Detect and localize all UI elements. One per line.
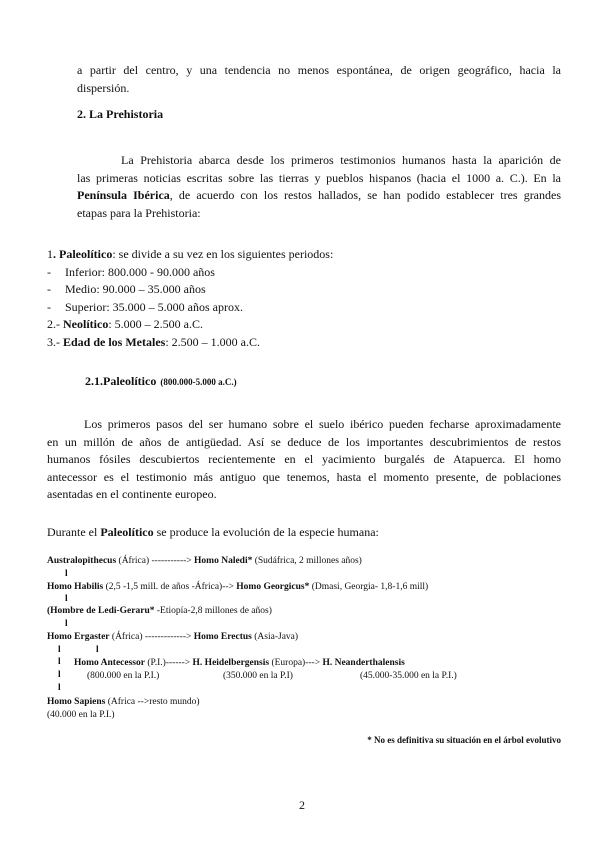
tree-connector: l: [65, 594, 68, 604]
list-item: 3.- Edad de los Metales: 2.500 – 1.000 a.C.: [47, 334, 261, 349]
paragraph-line: etapas para la Prehistoria:: [77, 205, 201, 220]
tree-date: (350.000 en la P.I): [223, 671, 293, 681]
paragraph-line: Los primeros pasos del ser humano sobre el suelo ibérico pueden fecharse aproximadamente: [84, 417, 561, 431]
tree-date: (45.000-35.000 en la P.I.): [360, 671, 457, 681]
intro-line: a partir del centro, y una tendencia no menos espontánea, de origen geográfico, hacia la: [77, 63, 561, 77]
section-heading-paleolitico: 2.1.Paleolítico (800.000-5.000 a.C.): [85, 374, 237, 388]
tree-connector: l: [58, 645, 61, 655]
evolucion-intro: Durante el Paleolítico se produce la evolución de la especie humana:: [47, 525, 379, 539]
prehistoria-paragraph: [77, 152, 561, 222]
list-item: 2.- Neolítico: 5.000 – 2.500 a.C.: [47, 317, 203, 331]
tree-row-1: Australopithecus (África) -----------> Homo Naledi* (Sudáfrica, 2 millones años): [47, 556, 362, 566]
tree-connector: l: [65, 569, 68, 579]
bullet: -: [47, 264, 51, 279]
footnote: * No es definitiva su situación en el árbol evolutivo: [367, 735, 561, 745]
sub-list-item: - Superior: 35.000 – 5.000 años aprox.: [47, 299, 333, 317]
tree-row-4: Homo Ergaster (África) -------------> Homo Erectus (Asia-Java): [47, 632, 299, 642]
tree-date: (800.000 en la P.I.): [87, 671, 160, 681]
tree-connector: l: [58, 683, 61, 693]
sub-list-item: - Medio: 90.000 – 35.000 años: [47, 281, 333, 299]
tree-connector: l: [65, 619, 68, 629]
page-number: 2: [299, 798, 305, 812]
list-item: 1. Paleolítico: se divide a su vez en los siguientes periodos:: [47, 247, 334, 261]
pasos-paragraph: [47, 416, 561, 504]
tree-row-5: Homo Antecessor (P.I.)------> H. Heidelbergensis (Europa)---> H. Neanderthalensis: [74, 658, 405, 668]
tree-connector: l: [96, 645, 99, 655]
paragraph-line: las primeras noticias escritas sobre las tierras y pueblos hispanos (hacia el 1000 a. C.). En la: [77, 170, 561, 185]
sub-list-item: - Inferior: 800.000 - 90.000 años: [47, 264, 333, 282]
tree-date: (40.000 en la P.I.): [47, 710, 115, 720]
intro-paragraph: [77, 62, 561, 97]
etapas-list: [47, 246, 333, 351]
bullet: -: [47, 282, 51, 296]
paragraph-line: asentadas en el continente europeo.: [47, 487, 217, 501]
paragraph-line: La Prehistoria abarca desde los primeros testimonios humanos hasta la aparición de: [121, 153, 561, 167]
tree-row-3: (Hombre de Ledi-Geraru* -Etiopía-2,8 millones de años): [47, 606, 272, 616]
paragraph-line: humanos fósiles descubiertos recientemente en el yacimiento burgalés de Atapuerca. El homo: [47, 452, 561, 466]
tree-connector: l: [58, 657, 61, 667]
intro-line: dispersión.: [77, 80, 130, 95]
tree-row-2: Homo Habilis (2,5 -1,5 mill. de años -África)--> Homo Georgicus* (Dmasi, Georgia- 1,8-1,6 mill): [47, 582, 429, 592]
tree-connector: l: [58, 670, 61, 680]
bullet: -: [47, 299, 51, 314]
tree-row-6: Homo Sapiens (Africa -->resto mundo): [47, 697, 200, 707]
paragraph-line: en un millón de años de antigüedad. Así se deduce de los importantes descubrimientos de restos: [47, 434, 561, 449]
section-heading-prehistoria: 2. La Prehistoria: [77, 107, 164, 121]
paragraph-line: Península Ibérica, de acuerdo con los restos hallados, se han podido establecer tres grandes: [77, 188, 562, 202]
paragraph-line: antecessor es el testimonio más antiguo que tenemos, hasta el momento presente, de poblaciones: [47, 469, 561, 484]
